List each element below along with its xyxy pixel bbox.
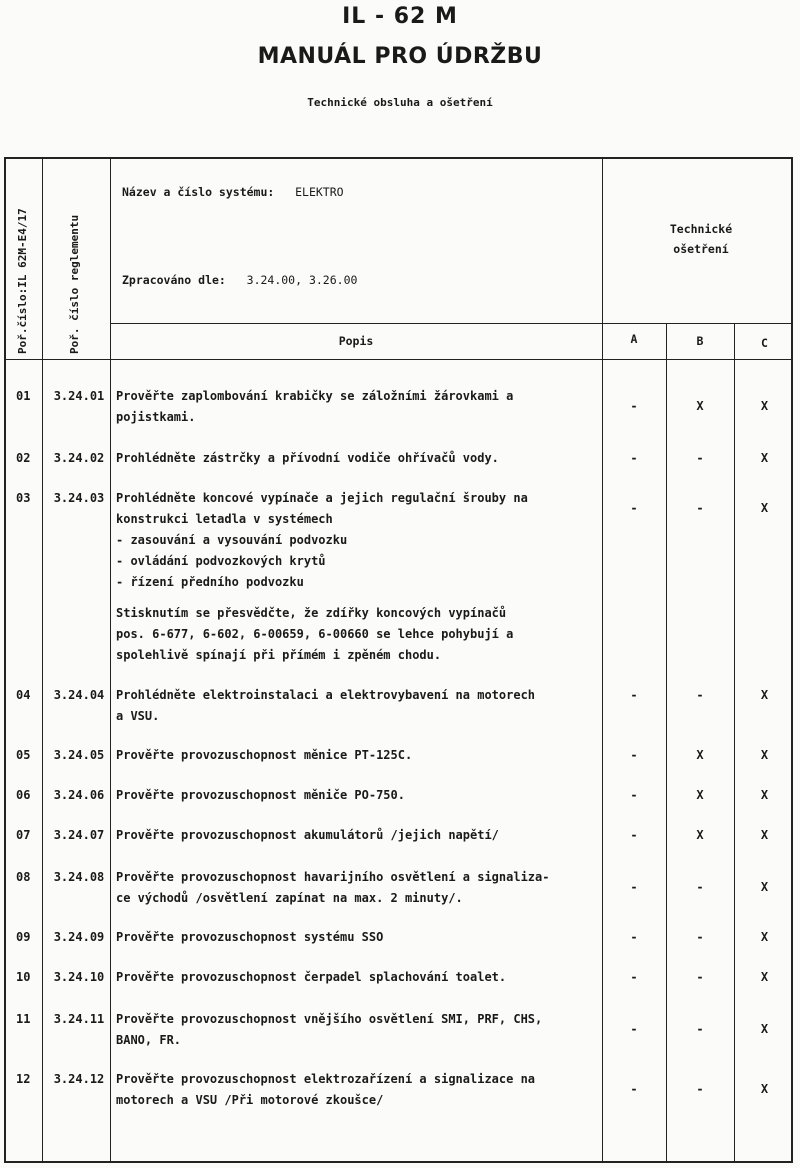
mark-a: - bbox=[630, 970, 638, 984]
system-label: Název a číslo systému: ELEKTRO bbox=[122, 185, 344, 199]
mark-b: - bbox=[696, 451, 704, 465]
row-reference: 3.24.03 bbox=[53, 491, 105, 505]
row-description bbox=[116, 967, 600, 988]
mark-c: X bbox=[760, 930, 769, 944]
mark-c: X bbox=[760, 748, 769, 762]
description-note bbox=[116, 603, 600, 666]
description-line: Prohlédněte koncové vypínače a jejich regulační šrouby na bbox=[116, 491, 528, 505]
mark-c: X bbox=[760, 451, 769, 465]
col-a-header: A bbox=[630, 332, 638, 346]
mark-a: - bbox=[630, 788, 638, 802]
row-number: 07 bbox=[16, 828, 31, 842]
description-line: Prověřte provozuschopnost systému SSO bbox=[116, 930, 384, 944]
description-line: - řízení předního podvozku bbox=[116, 575, 304, 589]
row-description bbox=[116, 867, 600, 909]
note-line: pos. 6-677, 6-602, 6-00659, 6-00660 se lehce pohybují a bbox=[116, 627, 514, 641]
description-line: - ovládání podvozkových krytů bbox=[116, 554, 326, 568]
row-description bbox=[116, 745, 600, 766]
mark-a: - bbox=[630, 748, 638, 762]
mark-c: X bbox=[760, 399, 769, 413]
mark-c: X bbox=[760, 970, 769, 984]
description-line: Prověřte provozuschopnost havarijního osvětlení a signaliza- bbox=[116, 870, 550, 884]
row-description bbox=[116, 785, 600, 806]
col-b-header: B bbox=[696, 334, 704, 348]
row-number: 08 bbox=[16, 870, 31, 884]
col-c-header: C bbox=[761, 336, 768, 350]
system-value: ELEKTRO bbox=[295, 185, 344, 199]
row-number: 09 bbox=[16, 930, 31, 944]
mark-a: - bbox=[630, 930, 638, 944]
mark-a: - bbox=[630, 399, 638, 413]
row-description bbox=[116, 448, 600, 469]
row-reference: 3.24.07 bbox=[53, 828, 105, 842]
document-caption: Technické obsluha a ošetření bbox=[307, 96, 493, 109]
processed-label: Zpracováno dle: 3.24.00, 3.26.00 bbox=[122, 273, 358, 287]
description-line: Prohlédněte zástrčky a přívodní vodiče ohřívačů vody. bbox=[116, 451, 499, 465]
mark-b: X bbox=[696, 788, 704, 802]
row-description bbox=[116, 927, 600, 948]
mark-b: - bbox=[696, 930, 704, 944]
table-body bbox=[6, 159, 791, 1161]
row-reference: 3.24.10 bbox=[53, 970, 105, 984]
mark-c: X bbox=[760, 501, 769, 515]
mark-a: - bbox=[630, 501, 638, 515]
row-description bbox=[116, 825, 600, 846]
description-line: a VSU. bbox=[116, 709, 160, 723]
row-description bbox=[116, 386, 600, 428]
mark-b: - bbox=[696, 1022, 704, 1036]
mark-a: - bbox=[630, 828, 638, 842]
doc-number-header: Poř.číslo:IL 62M-E4/17 bbox=[16, 208, 29, 354]
reg-number-header: Poř. číslo reglementu bbox=[68, 214, 81, 354]
document-title: IL - 62 M bbox=[342, 4, 458, 29]
row-number: 10 bbox=[16, 970, 31, 984]
row-reference: 3.24.04 bbox=[53, 688, 105, 702]
row-number: 01 bbox=[16, 389, 31, 403]
mark-c: X bbox=[760, 880, 769, 894]
mark-b: - bbox=[696, 1082, 704, 1096]
row-description bbox=[116, 1069, 600, 1111]
mark-b: X bbox=[696, 399, 704, 413]
document-subtitle: MANUÁL PRO ÚDRŽBU bbox=[257, 44, 543, 69]
processed-value: 3.24.00, 3.26.00 bbox=[246, 273, 358, 287]
mark-b: - bbox=[696, 688, 704, 702]
mark-b: - bbox=[696, 501, 704, 515]
row-reference: 3.24.02 bbox=[53, 451, 105, 465]
mark-a: - bbox=[630, 1082, 638, 1096]
description-line: Prověřte provozuschopnost čerpadel splachování toalet. bbox=[116, 970, 507, 984]
description-line: - zasouvání a vysouvání podvozku bbox=[116, 533, 348, 547]
description-line: motorech a VSU /Při motorové zkoušce/ bbox=[116, 1093, 384, 1107]
row-number: 02 bbox=[16, 451, 31, 465]
row-number: 12 bbox=[16, 1072, 31, 1086]
row-number: 11 bbox=[16, 1012, 31, 1026]
row-reference: 3.24.05 bbox=[53, 748, 105, 762]
note-line: spolehlivě spínají při přímém i zpěném chodu. bbox=[116, 648, 442, 662]
mark-a: - bbox=[630, 880, 638, 894]
row-description bbox=[116, 685, 600, 727]
mark-c: X bbox=[760, 788, 769, 802]
row-description bbox=[116, 488, 600, 666]
row-reference: 3.24.06 bbox=[53, 788, 105, 802]
row-description bbox=[116, 1009, 600, 1051]
description-line: Prověřte provozuschopnost elektrozařízení a signalizace na bbox=[116, 1072, 536, 1086]
mark-c: X bbox=[760, 1022, 769, 1036]
row-reference: 3.24.12 bbox=[53, 1072, 105, 1086]
maintenance-table bbox=[4, 157, 793, 1163]
mark-a: - bbox=[630, 1022, 638, 1036]
description-line: Prověřte provozuschopnost měnice PT-125C. bbox=[116, 748, 413, 762]
row-number: 04 bbox=[16, 688, 31, 702]
row-number: 03 bbox=[16, 491, 31, 505]
description-line: Prověřte provozuschopnost měniče PO-750. bbox=[116, 788, 405, 802]
row-reference: 3.24.09 bbox=[53, 930, 105, 944]
description-header: Popis bbox=[338, 334, 374, 348]
description-line: Prověřte provozuschopnost akumulátorů /jejich napětí/ bbox=[116, 828, 499, 842]
note-line: Stisknutím se přesvědčte, že zdířky koncových vypínačů bbox=[116, 606, 507, 620]
description-line: ce východů /osvětlení zapínat na max. 2 minuty/. bbox=[116, 891, 463, 905]
maintenance-header: Technické ošetření bbox=[669, 222, 733, 256]
mark-b: X bbox=[696, 828, 704, 842]
description-line: pojistkami. bbox=[116, 410, 196, 424]
mark-b: X bbox=[696, 748, 704, 762]
description-line: Prověřte provozuschopnost vnějšího osvětlení SMI, PRF, CHS, bbox=[116, 1012, 543, 1026]
row-reference: 3.24.01 bbox=[53, 389, 105, 403]
description-line: Prověřte zaplombování krabičky se záložními žárovkami a bbox=[116, 389, 514, 403]
description-line: Prohlédněte elektroinstalaci a elektrovybavení na motorech bbox=[116, 688, 536, 702]
row-number: 06 bbox=[16, 788, 31, 802]
row-reference: 3.24.08 bbox=[53, 870, 105, 884]
mark-b: - bbox=[696, 970, 704, 984]
mark-a: - bbox=[630, 451, 638, 465]
description-line: BANO, FR. bbox=[116, 1033, 182, 1047]
mark-a: - bbox=[630, 688, 638, 702]
description-line: konstrukci letadla v systémech bbox=[116, 512, 333, 526]
row-number: 05 bbox=[16, 748, 31, 762]
mark-c: X bbox=[760, 688, 769, 702]
mark-c: X bbox=[760, 1082, 769, 1096]
row-reference: 3.24.11 bbox=[53, 1012, 105, 1026]
mark-c: X bbox=[760, 828, 769, 842]
mark-b: - bbox=[696, 880, 704, 894]
